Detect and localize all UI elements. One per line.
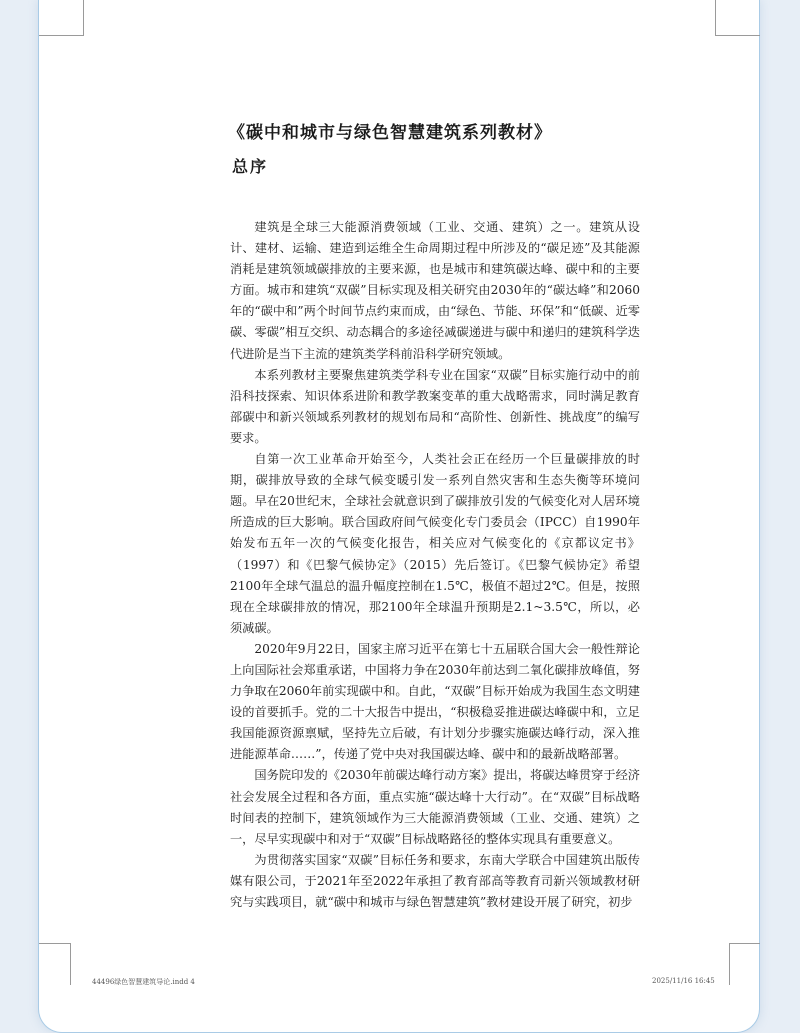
footer-filename: 44496绿色智慧建筑导论.indd 4 (92, 978, 195, 986)
footer-timestamp: 2025/11/16 16:45 (652, 977, 715, 985)
body-text (230, 217, 640, 913)
section-heading: 总序 (232, 157, 269, 176)
crop-mark (729, 943, 760, 944)
crop-mark (70, 965, 71, 985)
crop-mark (715, 0, 716, 36)
crop-mark (715, 35, 760, 36)
paragraph: 本系列教材主要聚焦建筑类学科专业在国家“双碳”目标实施行动中的前沿科技探索、知识体系进阶和教学教案变革的重大战略需求，同时满足教育部碳中和新兴领域系列教材的规划布局和“高阶性、创新性、挑战度”的编写要求。 (230, 367, 640, 445)
crop-mark (729, 943, 730, 985)
paragraph: 2020年9月22日，国家主席习近平在第七十五届联合国大会一般性辩论上向国际社会郑重承诺，中国将力争在2030年前达到二氧化碳排放峰值，努力争取在2060年前实现碳中和。自此，“双碳”目标开始成为我国生态文明建设的首要抓手。党的二十大报告中提出，“积极稳妥推进碳达峰碳中和，立足我国能源资源禀赋，坚持先立后破，有计划分步骤实施碳达峰行动，深入推进能源革命……”，传递了党中央对我国碳达峰、碳中和的最新战略部署。 (230, 641, 640, 762)
crop-mark (83, 0, 84, 36)
paragraph: 建筑是全球三大能源消费领域（工业、交通、建筑）之一。建筑从设计、建材、运输、建造到运维全生命周期过程中所涉及的“碳足迹”及其能源消耗是建筑领域碳排放的主要来源，也是城市和建筑碳达峰、碳中和的主要方面。城市和建筑“双碳”目标实现及相关研究由2030年的“碳达峰”和2060年的“碳中和”两个时间节点约束而成，由“绿色、节能、环保”和“低碳、近零碳、零碳”相互交织、动态耦合的多途径减碳递进与碳中和递归的建筑科学迭代进阶是当下主流的建筑类学科前沿科学研究领域。 (230, 220, 640, 361)
paragraph: 为贯彻落实国家“双碳”目标任务和要求，东南大学联合中国建筑出版传媒有限公司，于2021年至2022年承担了教育部高等教育司新兴领域教材研究与实践项目，就“碳中和城市与绿色智慧建筑”教材建设开展了研究，初步 (230, 852, 640, 909)
paragraph: 国务院印发的《2030年前碳达峰行动方案》提出，将碳达峰贯穿于经济社会发展全过程和各方面，重点实施“碳达峰十大行动”。在“双碳”目标战略时间表的控制下，建筑领域作为三大能源消费领域（工业、交通、建筑）之一，尽早实现碳中和对于“双碳”目标战略路径的整体实现具有重要意义。 (230, 768, 640, 846)
paragraph: 自第一次工业革命开始至今，人类社会正在经历一个巨量碳排放的时期，碳排放导致的全球气候变暖引发一系列自然灾害和生态失衡等环境问题。早在20世纪末，全球社会就意识到了碳排放引发的气候变化对人居环境所造成的巨大影响。联合国政府间气候变化专门委员会（IPCC）自1990年始发布五年一次的气候变化报告，相关应对气候变化的《京都议定书》（1997）和《巴黎气候协定》（2015）先后签订。《巴黎气候协定》希望2100年全球气温总的温升幅度控制在1.5℃，极值不超过2℃。但是，按照现在全球碳排放的情况，那2100年全球温升预期是2.1~3.5℃，所以，必须减碳。 (230, 452, 640, 635)
crop-mark (70, 943, 71, 965)
document-title: 《碳中和城市与绿色智慧建筑系列教材》 (228, 123, 552, 143)
crop-mark (39, 35, 84, 36)
crop-mark (39, 943, 70, 944)
